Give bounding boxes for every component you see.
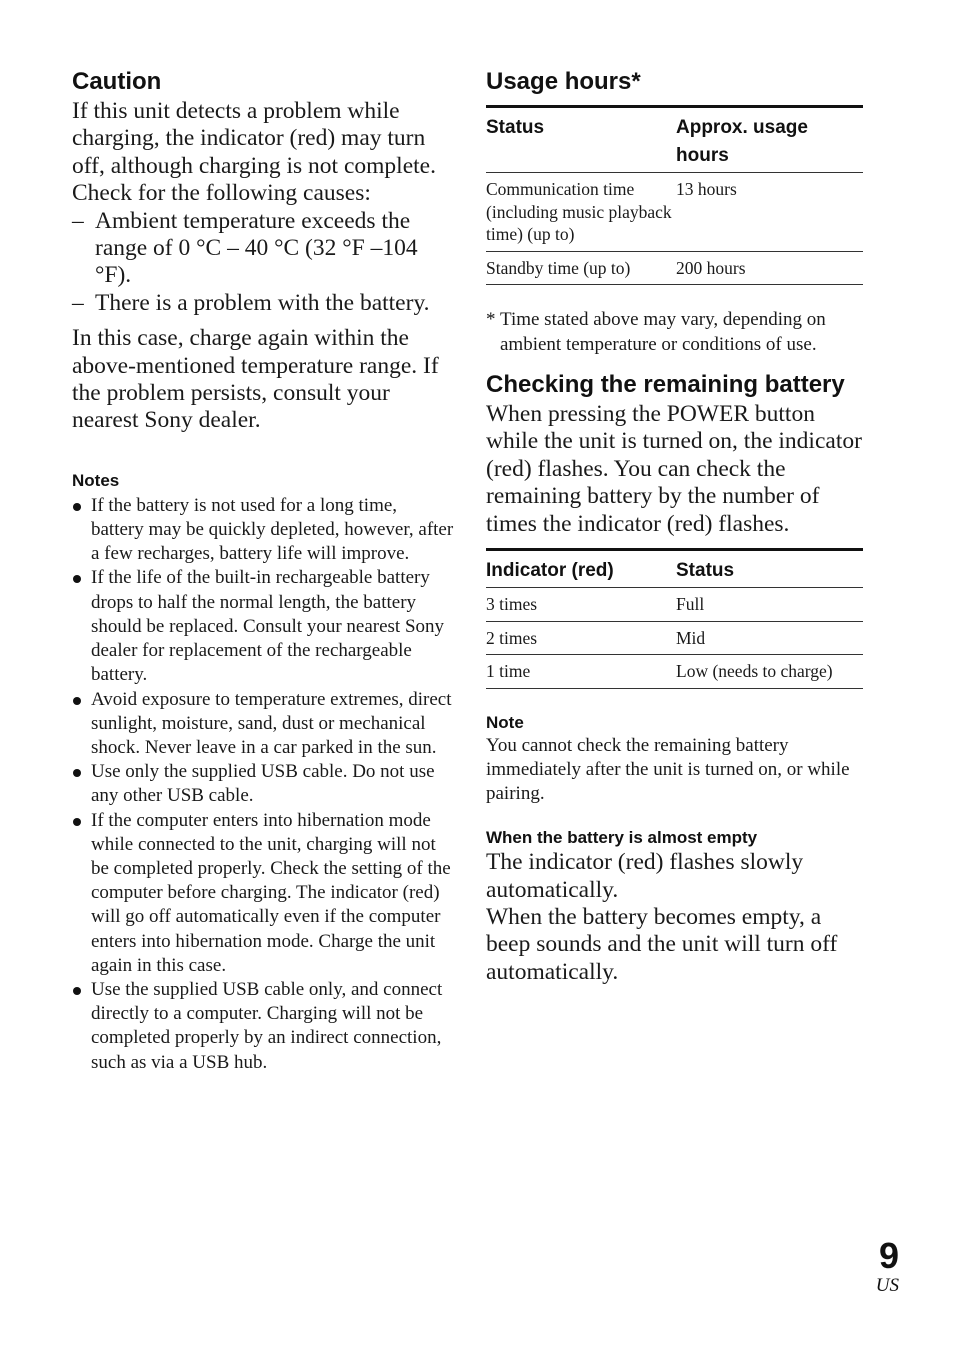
table-row bbox=[486, 588, 863, 622]
notes-item-text: Avoid exposure to temperature extremes, direct sunlight, moisture, sand, dust or mechanical shock. Never leave in a car parked in the sun. bbox=[91, 688, 452, 758]
table-row bbox=[486, 251, 863, 285]
status-cell: Full bbox=[676, 588, 863, 622]
table-row bbox=[486, 621, 863, 655]
usage-footnote-text: Time stated above may vary, depending on ambient temperature or conditions of use. bbox=[500, 309, 826, 355]
notes-item-text: Use only the supplied USB cable. Do not use any other USB cable. bbox=[91, 761, 435, 807]
empty-line-2: When the battery becomes empty, a beep sounds and the unit will turn off automatically. bbox=[486, 903, 838, 985]
table-row bbox=[486, 173, 863, 252]
empty-line-1: The indicator (red) flashes slowly automatically. bbox=[486, 849, 804, 903]
usage-cell-hours: 200 hours bbox=[676, 251, 863, 285]
caution-cause-text: There is a problem with the battery. bbox=[95, 289, 430, 316]
bullet-icon bbox=[73, 818, 81, 826]
notes-item bbox=[72, 760, 454, 808]
notes-item bbox=[72, 494, 454, 567]
table-header-row bbox=[486, 107, 863, 173]
dash-marker: – bbox=[72, 207, 84, 234]
table-header-row bbox=[486, 550, 863, 588]
notes-item-text: If the battery is not used for a long time, battery may be quickly depleted, however, after a few recharges, battery life will improve. bbox=[91, 494, 454, 565]
indicator-table bbox=[486, 548, 863, 689]
notes-item-text: If the computer enters into hibernation mode while connected to the unit, charging will not be completed properly. Check the setting of the computer before charging. The indicator (red) will go off automatically even if the computer enters into hibernation mode. Charge the unit again in this case. bbox=[91, 809, 451, 976]
usage-cell-status: Communication time (including music playback time) (up to) bbox=[486, 173, 676, 252]
caution-cause-item bbox=[72, 290, 454, 317]
indicator-cell: 2 times bbox=[486, 621, 676, 655]
notes-item bbox=[72, 566, 454, 687]
note-heading: Note bbox=[486, 712, 524, 732]
right-column bbox=[486, 66, 863, 986]
indicator-header: Indicator (red) bbox=[486, 550, 676, 588]
status-header: Status bbox=[676, 550, 863, 588]
usage-heading: Usage hours* bbox=[486, 68, 641, 95]
bullet-icon bbox=[73, 769, 81, 777]
notes-item bbox=[72, 688, 454, 761]
bullet-icon bbox=[73, 697, 81, 705]
usage-cell-status: Standby time (up to) bbox=[486, 251, 676, 285]
usage-header-status: Status bbox=[486, 107, 676, 173]
status-cell: Mid bbox=[676, 621, 863, 655]
notes-list bbox=[72, 494, 454, 1075]
usage-header-hours: Approx. usage hours bbox=[676, 107, 863, 173]
caution-causes-list bbox=[72, 208, 454, 318]
usage-cell-hours: 13 hours bbox=[676, 173, 863, 252]
caution-cause-item bbox=[72, 208, 454, 290]
notes-item-text: Use the supplied USB cable only, and connect directly to a computer. Charging will not be completed properly by an indirect connection, such as via a USB hub. bbox=[91, 978, 443, 1073]
page-number: 9 bbox=[878, 1235, 899, 1276]
remaining-heading: Checking the remaining battery bbox=[486, 371, 845, 398]
region-code: US bbox=[875, 1275, 899, 1296]
caution-heading: Caution bbox=[72, 68, 162, 95]
left-column bbox=[72, 66, 454, 1075]
indicator-cell: 1 time bbox=[486, 655, 676, 689]
empty-heading: When the battery is almost empty bbox=[486, 828, 758, 848]
caution-outro: In this case, charge again within the above-mentioned temperature range. If the problem persists, consult your nearest Sony dealer. bbox=[72, 325, 439, 434]
caution-intro: If this unit detects a problem while charging, the indicator (red) may turn off, although charging is not complete. Check for the following causes: bbox=[72, 98, 436, 207]
bullet-icon bbox=[73, 987, 81, 995]
notes-item-text: If the life of the built-in rechargeable battery drops to half the normal length, the battery should be replaced. Consult your nearest Sony dealer for replacement of the rechargeable battery. bbox=[91, 567, 445, 686]
notes-heading: Notes bbox=[72, 470, 120, 490]
note-body: You cannot check the remaining battery immediately after the unit is turned on, or while pairing. bbox=[486, 734, 850, 804]
footnote-asterisk: * bbox=[486, 309, 496, 330]
bullet-icon bbox=[73, 575, 81, 583]
notes-item bbox=[72, 978, 454, 1075]
bullet-icon bbox=[73, 503, 81, 511]
remaining-body: When pressing the POWER button while the unit is turned on, the indicator (red) flashes. You can check the remaining battery by the number of times the indicator (red) flashes. bbox=[486, 401, 862, 537]
indicator-cell: 3 times bbox=[486, 588, 676, 622]
usage-footnote bbox=[486, 307, 863, 357]
caution-cause-text: Ambient temperature exceeds the range of 0 °C – 40 °C (32 °F –104 °F). bbox=[95, 207, 418, 289]
status-cell: Low (needs to charge) bbox=[676, 655, 863, 689]
page-number-block bbox=[839, 1236, 899, 1296]
dash-marker: – bbox=[72, 289, 84, 316]
notes-item bbox=[72, 809, 454, 978]
table-row bbox=[486, 655, 863, 689]
usage-table bbox=[486, 105, 863, 285]
